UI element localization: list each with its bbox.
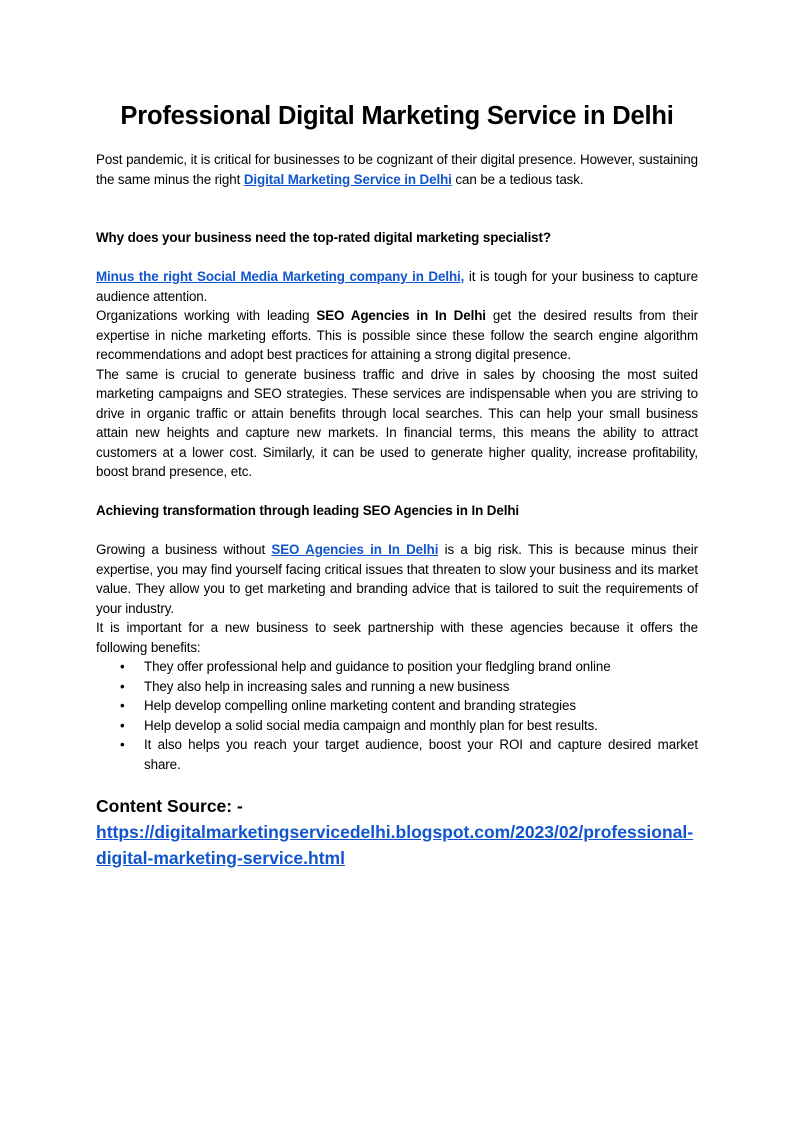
benefits-list bbox=[96, 657, 698, 774]
digital-marketing-service-link[interactable]: Digital Marketing Service in Delhi bbox=[243, 171, 452, 187]
social-media-marketing-link[interactable]: Minus the right Social Media Marketing company in Delhi, bbox=[96, 269, 465, 284]
page-title: Professional Digital Marketing Service in Delhi bbox=[120, 102, 674, 130]
bullet-icon: • bbox=[120, 678, 125, 694]
section1-paragraph-2 bbox=[96, 306, 698, 365]
seo-agencies-bold: SEO Agencies in In Delhi bbox=[316, 308, 486, 323]
document-body bbox=[96, 96, 698, 871]
bullet-icon: • bbox=[120, 659, 125, 674]
section2-heading: Achieving transformation through leading SEO Agencies in In Delhi bbox=[96, 503, 520, 518]
intro-text-1: Post pandemic, it is critical for businesses to be cognizant of their digital presence. However, sustaining the same minus the right bbox=[96, 152, 698, 187]
intro-paragraph bbox=[96, 150, 698, 189]
section1-p2-text-1: Organizations working with leading bbox=[96, 308, 317, 323]
list-item: • Help develop a solid social media campaign and monthly plan for best results. bbox=[144, 716, 698, 736]
list-item: • They also help in increasing sales and running a new business bbox=[144, 677, 698, 697]
content-source bbox=[96, 793, 698, 871]
list-item: • They offer professional help and guidance to position your fledgling brand online bbox=[144, 657, 698, 677]
bullet-icon: • bbox=[120, 717, 125, 733]
section1-p1-text: it is tough for your business to capture audience attention. bbox=[96, 269, 698, 304]
section2-p1-text-2: is a big risk. This is because minus their expertise, you may find yourself facing critical issues that threaten to slow your business and its market value. They allow you to get marketing and branding advice that is tailored to suit the requirements of your industry. bbox=[96, 542, 698, 616]
section1-p2-text-2: get the desired results from their expertise in niche marketing efforts. This is possible since these follow the search engine algorithm recommendations and adopt best practices for attaining a strong digital presence. bbox=[96, 308, 698, 362]
content-source-link[interactable]: https://digitalmarketingservicedelhi.blogspot.com/2023/02/professional-digital-marketing-service.html bbox=[96, 822, 694, 868]
section2-paragraph-2: It is important for a new business to seek partnership with these agencies because it offers the following benefits: bbox=[96, 620, 698, 655]
section1-paragraph-3: The same is crucial to generate business traffic and drive in sales by choosing the most suited marketing campaigns and SEO strategies. These services are indispensable when you are striving to drive in organic traffic or attain benefits through local searches. This can help your small business attain new heights and capture new markets. In financial terms, this means the ability to attract customers at a lower cost. Similarly, it can be used to generate higher quality, increase profitability, boost brand presence, etc. bbox=[96, 366, 698, 479]
section2-p1-text-1: Growing a business without bbox=[96, 542, 272, 557]
section1-paragraph-1 bbox=[96, 267, 698, 306]
list-item: • It also helps you reach your target audience, boost your ROI and capture desired market share. bbox=[120, 737, 698, 772]
bullet-icon: • bbox=[120, 737, 125, 752]
section1-heading: Why does your business need the top-rated digital marketing specialist? bbox=[96, 230, 551, 245]
intro-text-2: can be a tedious task. bbox=[451, 171, 584, 187]
list-item: • Help develop compelling online marketing content and branding strategies bbox=[144, 696, 698, 716]
content-source-label: Content Source: - bbox=[96, 796, 243, 816]
section2-paragraph-1 bbox=[96, 540, 698, 618]
seo-agencies-link[interactable]: SEO Agencies in In Delhi bbox=[271, 542, 439, 557]
bullet-icon: • bbox=[120, 698, 125, 713]
